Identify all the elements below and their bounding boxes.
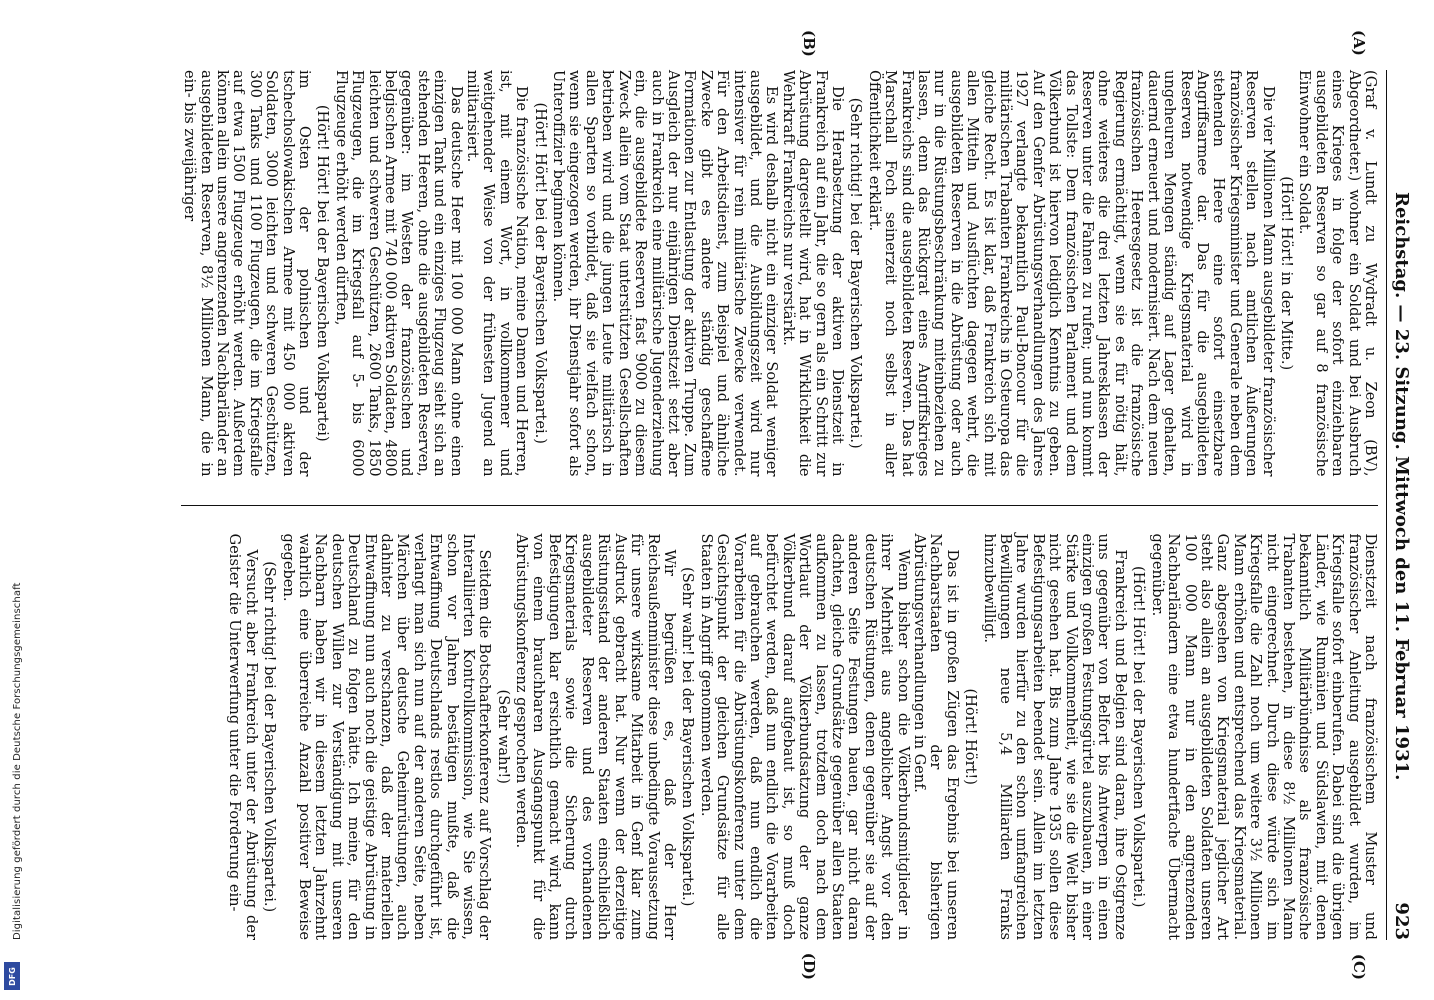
paragraph: Die französische Nation, meine Damen und Herren, ist, mit einem Wort, in vollkommener und weitgehender Weise von der frühesten Jugend an militarisiert. (464, 70, 531, 477)
document-page (24, 0, 1434, 1000)
interjection: (Hört! Hört! bei der Bayerischen Volkspartei) (314, 104, 332, 442)
digitization-notice: Digitalisierung gefördert durch die Deutsche Forschungsgemeinschaft (12, 582, 23, 940)
paragraph: Die vier Millionen Mann ausgebildeter französischer Reserven stellen nach amtlichen Äußerungen französischer Kriegsminister und Generale neben dem stehenden Heere eine sofort einsetzbare Angriffsarmee dar. Das für die ausgebildeten Reserven notwendige Kriegsmaterial wird in ungeheuren Mengen ständig auf Lager gehalten, dauernd erneuert und modernisiert. Nach dem neuen französischen Heeresgesetz ist die französische Regierung ermächtigt, wenn sie es für nötig hält, ohne weiteres die drei letzten Jahresklassen der Reserven unter die Fahnen zu rufen; und nun kommt das Tollste: Dem französischen Parlament und dem Völkerbund ist hiervon lediglich Kenntnis zu geben. Auf den Genfer Abrüstungsverhandlungen des Jahres 1927 verlangte bekanntlich Paul-Boncour für die militärischen Trabanten Frankreichs in Osteuropa das gleiche Recht. Es ist klar, daß Frankreich sich mit allen Mitteln und Ausflüchten dagegen wehrt, die ausgebildeten Reserven in die Abrüstung oder auch nur in die Rüstungsbeschränkung miteinbeziehen zu lassen, denn das Rückgrat eines Angriffskrieges Frankreichs sind die ausgebildeten Reserven. Das hat Marschall Foch seinerzeit noch selbst in aller Öffentlichkeit erklärt. (865, 70, 1277, 477)
interjection: (Sehr richtig! bei der Bayerischen Volkspartei.) (261, 561, 279, 913)
paragraph: Seitdem die Botschafterkonferenz auf Vorschlag der Interalliierten Kontrollkommission, wie Sie wissen, schon vor Jahren bestätigen mußte, daß die Entwaffnung Deutschlands restlos durchgeführt ist, verlangt man sich nun auf der anderen Seite, neben Märchen über deutsche Geheimrüstungen, auch dahinter zu verschanzen, daß der materiellen Entwaffnung nun auch noch die geistige Abrüstung in Deutschland zu folgen hätte. Ich meine, für den deutschen Willen zur Verständigung mit unseren Nachbarn haben wir in diesem letzten Jahrzehnt wahrlich eine überreiche Anzahl positiver Beweise gegeben. (279, 533, 494, 940)
paragraph: Das deutsche Heer mit 100 000 Mann ohne einen einzigen Tank und ein einziges Flugzeug sieht sich an stehenden Heeren, ohne die ausgebildeten Reserven, gegenüber: im Westen der französischen und belgischen Armee mit 740 000 aktiven Soldaten, 4800 leichten und schweren Geschützen, 2600 Tanks, 1850 Flugzeugen, die im Kriegsfall auf 5- bis 6000 Flugzeuge erhöht werden dürften, (332, 70, 465, 477)
interjection: (Sehr wahr!) (494, 689, 512, 784)
paragraph: Dienstzeit nach französischem Muster und französischer Anleitung ausgebildet wurden, im Kriegsfalle sofort einberufen. Dabei sind die übrigen Länder, wie Rumänien und Südslawien, mit denen bekanntlich Militärbündnisse als französische Trabanten bestehen, in diese 8½ Millionen Mann nicht eingerechnet. Durch diese würde sich im Kriegsfalle die Zahl noch um weitere 3½ Millionen Mann erhöhen und entsprechend das Kriegsmaterial. Ganz abgesehen von Kriegsmaterial jeglicher Art steht also allein an ausgebildeten Soldaten unseren 100 000 Mann nur in den angrenzenden Nachbarländern eine etwa hundertfache Übermacht gegenüber. (1148, 533, 1379, 940)
page-number: 923 (1391, 902, 1412, 940)
paragraph: Das ist in großen Zügen das Ergebnis bei unseren Nachbarstaaten der bisherigen Abrüstungsverhandlungen in Genf. (911, 533, 961, 940)
dfg-logo (4, 962, 20, 990)
paragraph: Es wird deshalb nicht ein einziger Soldat weniger ausgebildet, und die Ausbildungszeit wird nur intensiver für rein militärische Zwecke verwendet. Für den Arbeitsdienst, zum Beispiel und ähnliche Zwecke gibt es andere ständig geschaffene Formationen zur Entlastung der aktiven Truppe. Zum Ausgleich der nur einjährigen Dienstzeit setzt aber auch in Frankreich eine militärische Jugenderziehung ein, die ausgebildete Reserven fast 9000 zu diesem Zweck allein vom Staat unterstützten Gesellschaften betrieben wird und die jungen Leute militärisch in allen Sparten so vorbildet, daß sie vielfach schon, wenn sie eingezogen werden, ihr Dienstjahr sofort als Unteroffizier beginnen können. (550, 70, 781, 477)
interjection: (Hört! Hört!) (962, 688, 980, 785)
paragraph: Frankreich und Belgien sind daran, ihre Ostgrenze uns gegenüber von Belfort bis Antwerpen in einen einzigen großen Festungsgürtel auszubauen, in einer Stärke und Vollkommenheit, wie sie die Welt bisher nicht gesehen hat. Bis zum Jahre 1935 sollen diese Befestigungsarbeiten beendet sein. Allein im letzten Jahre wurden hierfür zu den schon umfangreichen Bewilligungen neue 5,4 Milliarden Franks hinzubewilligt. (980, 533, 1129, 940)
margin-mark-b: (B) (800, 30, 818, 57)
paragraph: Wir begrüßen es, daß der Herr Reichsaußenminister diese unbedingte Voraussetzung für unsere wirksame Mitarbeit in Genf klar zum Ausdruck gebracht hat. Nur wenn der derzeitige Rüstungsstand der anderen Staaten einschließlich ausgebildeter Reserven und des vorhandenen Kriegsmaterials sowie die Sicherung durch Befestigungen klar ersichtlich gemacht wird, kann von einem brauchbaren Ausgangspunkt für die Abrüstungskonferenz gesprochen werden. (513, 533, 678, 940)
interjection: (Hört! Hört! bei der Bayerischen Volkspartei.) (531, 102, 549, 444)
margin-mark-a: (A) (1350, 30, 1368, 56)
dfg-logo-text: DFG (7, 966, 17, 986)
page-title: Reichstag. — 23. Sitzung. Mittwoch den 11. Februar 1931. (1391, 192, 1412, 781)
interjection: (Hört! Hört! in der Mitte.) (1277, 176, 1295, 371)
margin-mark-d: (D) (800, 952, 818, 980)
margin-mark-c: (C) (1350, 953, 1368, 980)
paragraph: (Graf v. Lundt zu Wydradt u. Zeon (BV), Abgeordneter.) wohner ein Soldat und bei Ausbruch eines Krieges in folge der sofort einziehbaren ausgebildeten Reserven so gar auf 8 französische Einwohner ein Soldat. (1296, 70, 1379, 477)
digitization-strip (0, 0, 24, 1000)
interjection: (Sehr wahr! bei der Bayerischen Volkspartei.) (679, 567, 697, 907)
text-columns (181, 30, 1379, 980)
interjection: (Sehr richtig! bei der Bayerischen Volkspartei.) (847, 97, 865, 449)
left-column (181, 70, 1378, 477)
paragraph: Die Herabsetzung der aktiven Dienstzeit in Frankreich auf ein Jahr, die so gern als ein Schritt zur Abrüstung dargestellt wird, hat in Wirklichkeit die Wehrkraft Frankreichs nur verstärkt. (779, 70, 846, 477)
right-column (181, 534, 1378, 941)
paragraph: Wenn bisher schon die Völkerbundsmitglieder in ihrer Mehrheit aus angeblicher Angst vor den deutschen Rüstungen, denen gegenüber sie auf der anderen Seite Festungen bauen, gar nicht daran dachten, gleiche Grundsätze gegenüber allen Staaten aufkommen zu lassen, trotzdem doch nach dem Wortlaut der Völkerbundsatzung der ganze Völkerbund darauf aufgebaut ist, so muß doch befürchtet werden, daß nun endlich die Vorarbeiten auf gebrauchen werden, daß nun endlich die Vorarbeiten für die Abrüstungskonferenz unter dem Gesichtspunkt der gleichen Grundsätze für alle Staaten in Angriff genommen werden. (697, 533, 912, 940)
paragraph: Versucht aber Frankreich unter der Abrüstung der Geister die Unterwerfung unter die Forderung ein- (226, 533, 260, 940)
page-header (1386, 70, 1412, 940)
paragraph: im Osten der polnischen und der tschechoslowakischen Armee mit 450 000 aktiven Soldaten, 3000 leichten und schweren Geschützen, 300 Tanks und 1100 Flugzeugen, die im Kriegsfalle auf etwa 1500 Flugzeuge erhöht werden. Außerdem können allein unsere angrenzenden Nachbarländer an ausgebildeten Reserven, 8½ Millionen Mann, die in ein- bis zweijähriger (181, 70, 313, 477)
interjection: (Hört! Hört! bei der Bayerischen Volkspartei.) (1130, 566, 1148, 908)
column-divider (181, 505, 1378, 506)
